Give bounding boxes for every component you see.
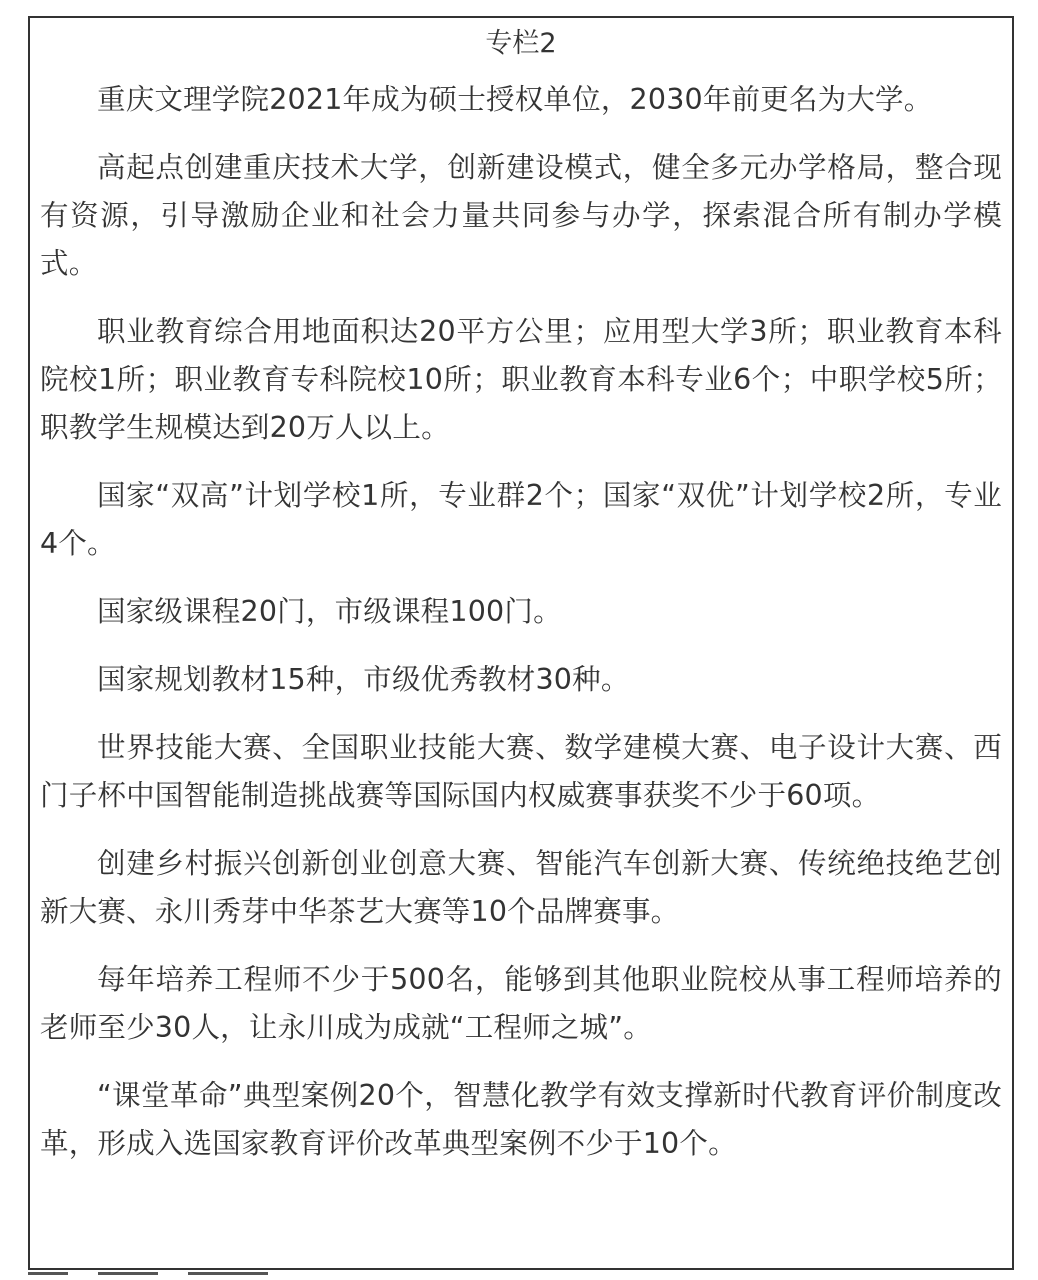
paragraph-10: “课堂革命”典型案例20个，智慧化教学有效支撑新时代教育评价制度改革，形成入选国家教育评价改革典型案例不少于10个。 (40, 1079, 1002, 1160)
paragraph-8: 创建乡村振兴创新创业创意大赛、智能汽车创新大赛、传统绝技绝艺创新大赛、永川秀芽中华茶艺大赛等10个品牌赛事。 (40, 847, 1002, 928)
paragraph-5: 国家级课程20门，市级课程100门。 (97, 595, 562, 628)
paragraph-3: 职业教育综合用地面积达20平方公里；应用型大学3所；职业教育本科院校1所；职业教育专科院校10所；职业教育本科专业6个；中职学校5所；职教学生规模达到20万人以上。 (40, 315, 1002, 444)
paragraph-2: 高起点创建重庆技术大学，创新建设模式，健全多元办学格局，整合现有资源，引导激励企业和社会力量共同参与办学，探索混合所有制办学模式。 (40, 151, 1002, 280)
column-box (28, 16, 1014, 1270)
paragraph-4: 国家“双高”计划学校1所，专业群2个；国家“双优”计划学校2所，专业4个。 (40, 479, 1002, 560)
paragraph-1: 重庆文理学院2021年成为硕士授权单位，2030年前更名为大学。 (97, 83, 933, 116)
paragraph-9: 每年培养工程师不少于500名，能够到其他职业院校从事工程师培养的老师至少30人，让永川成为成就“工程师之城”。 (40, 963, 1002, 1044)
cut-off-text-fragment (28, 1272, 428, 1280)
paragraph-7: 世界技能大赛、全国职业技能大赛、数学建模大赛、电子设计大赛、西门子杯中国智能制造挑战赛等国际国内权威赛事获奖不少于60项。 (40, 731, 1002, 812)
column-title: 专栏2 (485, 28, 557, 59)
paragraph-6: 国家规划教材15种，市级优秀教材30种。 (97, 663, 630, 696)
